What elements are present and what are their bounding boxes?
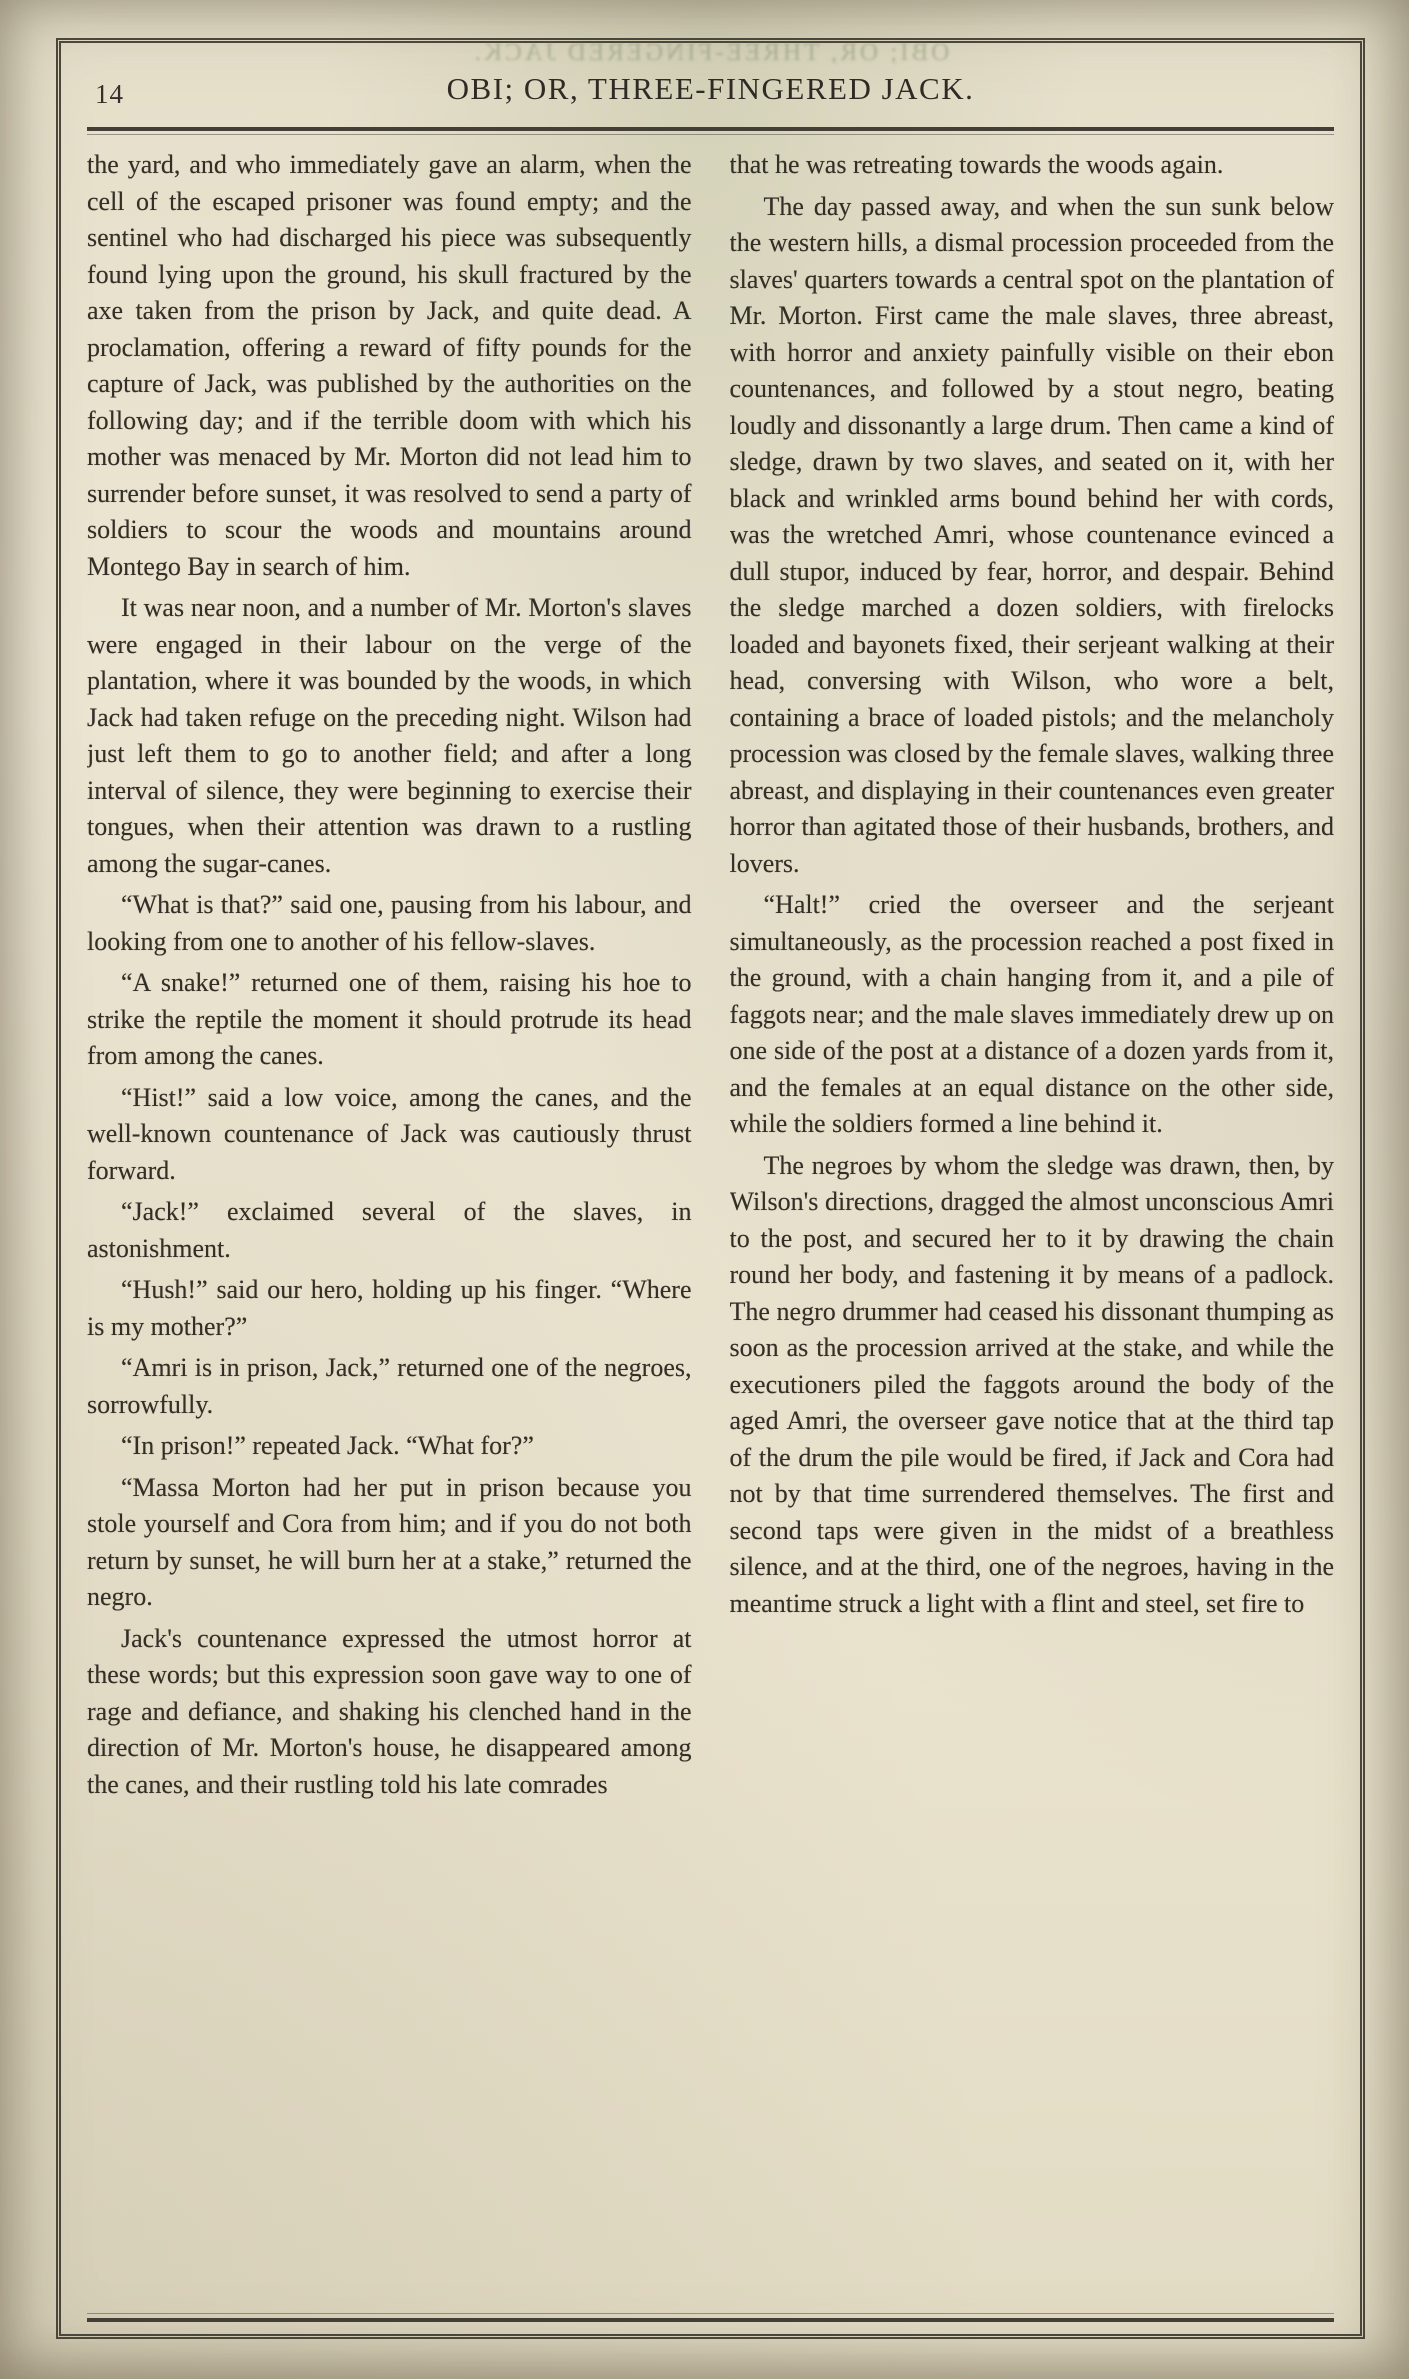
paragraph: “Jack!” exclaimed several of the slaves, in astonishment.: [87, 1197, 692, 1263]
text-columns: [87, 135, 1334, 2305]
paragraph: “Hist!” said a low voice, among the canes, and the well-known countenance of Jack was cautiously thrust forward.: [87, 1082, 692, 1185]
paragraph: The negroes by whom the sledge was drawn, then, by Wilson's directions, dragged the almost unconscious Amri to the post, and secured her to it by drawing the chain round her body, and fastening it by means of a padlock. The negro drummer had ceased his dissonant thumping as soon as the procession arrived at the stake, and while the executioners piled the faggots around the body of the aged Amri, the overseer gave notice that at the third tap of the drum the pile would be fired, if Jack and Cora had not by that time surrendered themselves. The first and second taps were given in the midst of a breathless silence, and at the third, one of the negroes, having in the meantime struck a light with a flint and steel, set fire to: [729, 1150, 1334, 1618]
page-frame: [56, 38, 1365, 2339]
page-number: 14: [95, 79, 124, 109]
running-head: [87, 65, 1334, 117]
paragraph: “Massa Morton had her put in prison because you stole yourself and Cora from him; and if you do not both return by sunset, he will burn her at a stake,” returned the negro.: [87, 1472, 692, 1611]
paragraph: “In prison!” repeated Jack. “What for?”: [121, 1431, 534, 1460]
left-column: [87, 147, 692, 2305]
paragraph: “Hush!” said our hero, holding up his finger. “Where is my mother?”: [87, 1275, 692, 1341]
page-title: OBI; OR, THREE-FINGERED JACK.: [446, 71, 975, 106]
paragraph: Jack's countenance expressed the utmost horror at these words; but this expression soon gave way to one of rage and defiance, and shaking his clenched hand in the direction of Mr. Morton's house, he disappeared among the canes, and their rustling told his late comrades: [87, 1623, 692, 1799]
footer-rule: [87, 2313, 1334, 2322]
paragraph: The day passed away, and when the sun sunk below the western hills, a dismal procession proceeded from the slaves' quarters towards a central spot on the plantation of Mr. Morton. First came the male slaves, three abreast, with horror and anxiety painfully visible on their ebon countenances, and followed by a stout negro, beating loudly and dissonantly a large drum. Then came a kind of sledge, drawn by two slaves, and seated on it, with her black and wrinkled arms bound behind her with cords, was the wretched Amri, whose countenance evinced a dull stupor, induced by fear, horror, and despair. Behind the sledge marched a dozen soldiers, with firelocks loaded and bayonets fixed, their serjeant walking at their head, conversing with Wilson, who wore a belt, containing a brace of loaded pistols; and the melancholy procession was closed by the female slaves, walking three abreast, and displaying in their countenances even greater horror than agitated those of their husbands, brothers, and lovers.: [729, 191, 1334, 878]
paragraph: “What is that?” said one, pausing from his labour, and looking from one to another of his fellow-slaves.: [87, 890, 692, 956]
paragraph: It was near noon, and a number of Mr. Morton's slaves were engaged in their labour on the verge of the plantation, where it was bounded by the woods, in which Jack had taken refuge on the preceding night. Wilson had just left them to go to another field; and after a long interval of silence, they were beginning to exercise their tongues, when their attention was drawn to a rustling among the sugar-canes.: [87, 593, 692, 878]
paragraph: that he was retreating towards the woods again.: [729, 150, 1224, 179]
paragraph: “A snake!” returned one of them, raising his hoe to strike the reptile the moment it should protrude its head from among the canes.: [87, 968, 692, 1070]
header-rule: [87, 127, 1334, 135]
paragraph: the yard, and who immediately gave an alarm, when the cell of the escaped prisoner was found empty; and the sentinel who had discharged his piece was subsequently found lying upon the ground, his skull fractured by the axe taken from the prison by Jack, and quite dead. A proclamation, offering a reward of fifty pounds for the capture of Jack, was published by the authorities on the following day; and if the terrible doom with which his mother was menaced by Mr. Morton did not lead him to surrender before sunset, it was resolved to send a party of soldiers to scour the woods and mountains around Montego Bay in search of him.: [87, 150, 692, 581]
right-column: [730, 147, 1335, 2305]
show-through-text: OBI; OR, THREE-FINGERED JACK.: [471, 39, 950, 66]
paragraph: “Amri is in prison, Jack,” returned one of the negroes, sorrowfully.: [87, 1353, 692, 1419]
paragraph: “Halt!” cried the overseer and the serjeant simultaneously, as the procession reached a post fixed in the ground, with a chain hanging from it, and a pile of faggots near; and the male slaves immediately drew up on one side of the post at a distance of a dozen yards from it, and the females at an equal distance on the other side, while the soldiers formed a line behind it.: [729, 890, 1334, 1138]
